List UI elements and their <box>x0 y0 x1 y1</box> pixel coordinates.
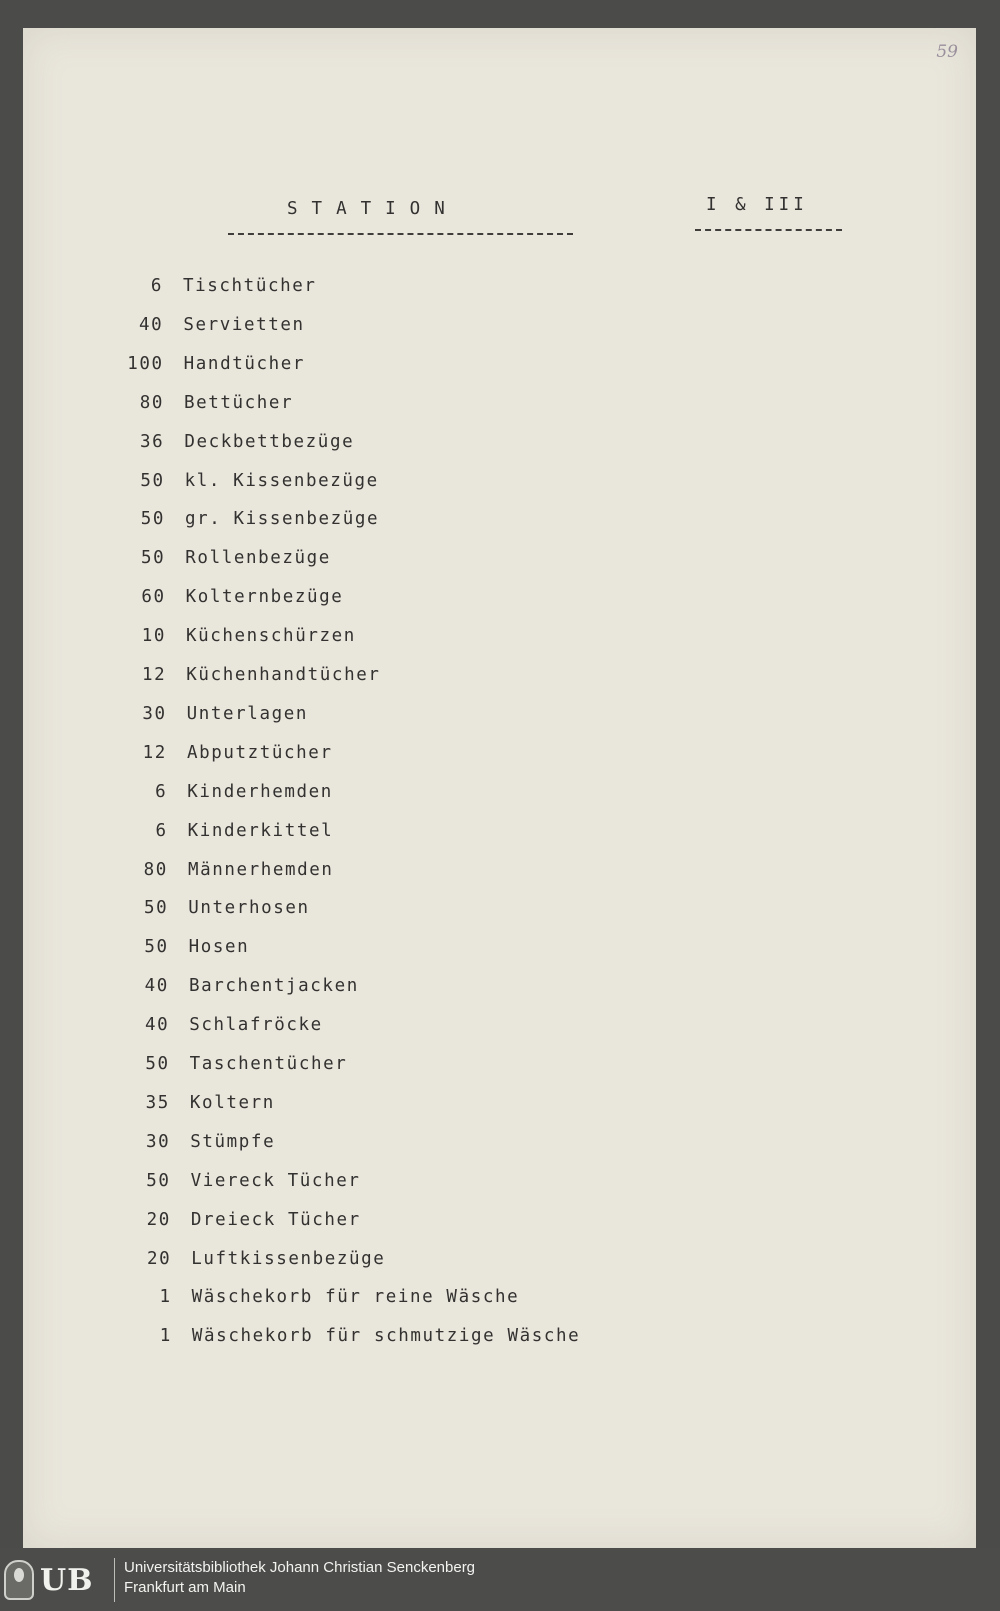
item-name: kl. Kissenbezüge <box>184 470 379 491</box>
heading-station-underline <box>228 233 573 235</box>
item-quantity: 30 <box>145 1131 171 1152</box>
item-quantity: 80 <box>139 392 164 413</box>
item-quantity: 35 <box>145 1092 170 1113</box>
item-quantity: 6 <box>155 781 168 802</box>
item-name: Hosen <box>188 937 250 958</box>
logo-letters: UB <box>40 1562 94 1598</box>
footer-divider <box>114 1558 115 1602</box>
item-name: gr. Kissenbezüge <box>184 509 380 530</box>
item-name: Unterhosen <box>188 898 310 919</box>
heading-section: I & III <box>706 195 808 215</box>
item-name: Unterlagen <box>186 703 308 724</box>
item-quantity: 12 <box>142 742 167 763</box>
item-quantity: 40 <box>144 1015 170 1036</box>
footer-institution: Universitätsbibliothek Johann Christian Senckenberg <box>124 1559 476 1576</box>
item-name: Taschentücher <box>189 1054 348 1074</box>
item-name: Viereck Tücher <box>190 1170 361 1191</box>
item-name: Deckbettbezüge <box>184 431 355 452</box>
item-quantity: 20 <box>146 1248 172 1269</box>
item-name: Kinderkittel <box>187 820 334 841</box>
item-name: Barchentjacken <box>188 976 359 997</box>
item-quantity: 50 <box>143 898 169 919</box>
item-name: Schlafröcke <box>189 1015 323 1036</box>
item-quantity: 1 <box>159 1287 172 1308</box>
portrait-emblem-icon <box>4 1560 34 1600</box>
item-name: Kolternbezüge <box>185 587 344 608</box>
item-quantity: 40 <box>144 976 169 997</box>
item-quantity: 80 <box>143 859 168 880</box>
item-name: Küchenschürzen <box>185 626 356 647</box>
item-quantity: 6 <box>155 820 168 841</box>
item-quantity: 50 <box>141 548 166 569</box>
document-page <box>23 28 976 1548</box>
item-name: Luftkissenbezüge <box>191 1248 386 1269</box>
item-quantity: 36 <box>140 431 165 452</box>
item-quantity: 50 <box>140 509 165 530</box>
item-name: Kinderhemden <box>187 781 333 802</box>
item-quantity: 6 <box>150 276 163 296</box>
library-footer <box>0 1548 1000 1611</box>
item-name: Servietten <box>183 314 305 335</box>
item-name: Stümpfe <box>190 1131 276 1152</box>
item-name: Tischtücher <box>183 276 317 296</box>
item-quantity: 60 <box>141 587 166 608</box>
item-quantity: 1 <box>159 1326 172 1347</box>
item-quantity: 30 <box>142 703 167 724</box>
item-quantity: 50 <box>146 1170 171 1191</box>
item-name: Wäschekorb für reine Wäsche <box>191 1287 520 1308</box>
item-quantity: 12 <box>142 665 167 685</box>
item-name: Rollenbezüge <box>185 548 331 569</box>
item-name: Koltern <box>189 1092 275 1113</box>
item-name: Wäschekorb für schmutzige Wäsche <box>191 1326 581 1347</box>
heading-section-underline <box>695 229 842 231</box>
item-quantity: 50 <box>140 470 165 491</box>
item-name: Abputztücher <box>186 742 333 763</box>
item-name: Dreieck Tücher <box>190 1209 361 1230</box>
item-quantity: 50 <box>144 937 169 958</box>
item-quantity: 100 <box>127 353 164 374</box>
item-quantity: 10 <box>141 626 166 647</box>
item-name: Männerhemden <box>187 859 334 880</box>
page-number: 59 <box>936 42 958 62</box>
item-name: Handtücher <box>183 353 306 374</box>
item-name: Küchenhandtücher <box>186 665 381 685</box>
item-quantity: 50 <box>145 1054 170 1074</box>
footer-text <box>124 1558 475 1598</box>
heading-station: STATION <box>287 199 459 219</box>
item-quantity: 20 <box>146 1209 171 1230</box>
library-logo <box>4 1558 116 1602</box>
footer-city: Frankfurt am Main <box>124 1579 246 1596</box>
item-quantity: 40 <box>139 314 164 335</box>
item-name: Bettücher <box>183 392 294 413</box>
